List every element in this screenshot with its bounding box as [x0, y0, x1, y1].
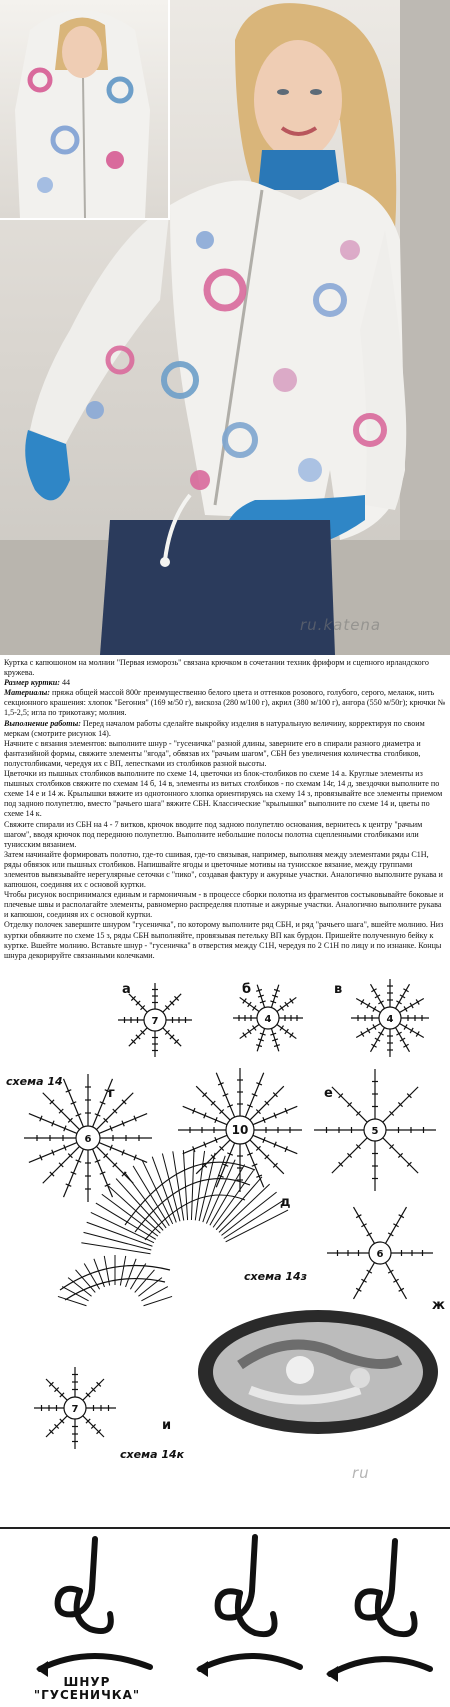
stitch-tick	[248, 1002, 252, 1007]
paragraph: Начните с вязания элементов: выполните шнур - "гусеничка" разной длины, заверните его в спирали разного диаметра и фантазийной формы, свяжите элементы "ягода", обвязав их "рачьим шагом", СБН без увеличения количества столбиков, полустолбиками, чередуя их с ВП, лепестками из столбиков разной высоты.	[4, 738, 421, 768]
product-photo	[0, 0, 450, 655]
motif-center-number: 6	[84, 1134, 92, 1145]
pattern-description	[4, 658, 446, 961]
chart-label: а	[122, 982, 131, 997]
stitch-tick	[183, 1150, 187, 1220]
chart-label: б	[242, 982, 252, 997]
chart-label: д	[280, 1195, 291, 1210]
stitch-tick	[290, 999, 294, 1004]
stitch-tick	[243, 1033, 247, 1038]
stitch-tick	[120, 1256, 125, 1286]
motif-center-number: 10	[231, 1123, 249, 1137]
stitch-tick	[84, 1232, 152, 1250]
scheme-caption: схема 14	[6, 1075, 63, 1088]
stitch-tick	[104, 1256, 109, 1286]
motif-center-number: 4	[264, 1014, 272, 1025]
stitch-tick	[162, 1154, 180, 1222]
cord-title-line: "ГУСЕНИЧКА"	[33, 1688, 141, 1702]
stitch-tick	[248, 1029, 252, 1034]
stitch-tick	[285, 1002, 289, 1007]
stitch-tick	[252, 1006, 256, 1011]
paragraph: Свяжите спирали из СБН на 4 - 7 витков, крючок вводите под задною полупетлю основания, вернитесь к центру "рачьим шагом", вводя крючок под переднюю полупетлю. Выполните небольшие полосы полотна сцепленными столбиками или тунисским вязанием.	[4, 819, 423, 849]
cord-title-line: ШНУР	[63, 1675, 111, 1689]
stitch-tick	[280, 1026, 284, 1031]
size-line	[4, 678, 446, 688]
materials-value: пряжа общей массой 800г преимущественно белого цвета и оттенков розового, голубого, серого, меланж, нить секционного крашения: хлопок "Бегония" (169 м/50 г), вискоза (280 м/100 г), акрил (380 м/100 г), ангора (550 м/50г); крючки № 1,5-2,5; игла по трикотажу; молния.	[4, 688, 446, 718]
fan-chart	[125, 1162, 255, 1240]
chart-label: е	[324, 1086, 333, 1101]
watermark: ru.katena	[300, 616, 382, 634]
size-value: 44	[62, 678, 71, 688]
crochet-charts-drawing	[0, 970, 450, 1520]
chart-label: и	[162, 1418, 172, 1433]
stitch-tick	[290, 1033, 294, 1038]
cord-title	[22, 1676, 152, 1702]
motif-center-number: 4	[386, 1014, 394, 1025]
crochet-charts	[0, 970, 450, 1520]
paragraph: Чтобы рисунок воспринимался единым и гармоничным - в процессе сборки полотна из фрагментов состыковывайте боковые и плечевые швы и располагайте элементы, равномерно распределяя плотные и ажурные участки. Аналогично выполните рукава и капюшон, соединяя их с основой куртки.	[4, 890, 444, 920]
stitch-tick	[285, 1029, 289, 1034]
work-value: Перед началом работы сделайте выкройку изделия в натуральную величину, корректируя по своим меркам (смотрите рисунок 14).	[4, 718, 425, 738]
paragraph: Цветочки из пышных столбиков выполните по схеме 14, цветочки из блок-столбиков по схеме 14 а. Круглые элементы из пышных столбиков свяжите по схемам 14 б, 14 в, элементы из витых столбиков - по схемам 14г, 14 д, звездочки выполните по схеме 14 е и 14 ж. Крылышки вяжите из однотонного хлопка ориентируясь на схему 14 з, провязывайте все элементы приемом под задною полупетлю, вместо "рачьего шага" вяжите СБН. Классические "крылышки" выполните по схеме 14 и, цветы по схеме 14 к.	[4, 769, 443, 819]
materials-label: Материалы:	[4, 688, 50, 698]
watermark: ru	[352, 1464, 370, 1482]
motif-center-number: 6	[376, 1249, 384, 1260]
stitch-tick	[81, 1243, 150, 1254]
intro-text: Куртка с капюшоном на молнии "Первая изморозь" связана крючком в сочетании техник фриформ и сцепного ирландского кружева.	[4, 658, 429, 678]
stitch-tick	[195, 1151, 204, 1220]
hooded-view-inset	[0, 0, 170, 220]
scheme-caption: схема 14к	[120, 1448, 185, 1461]
stitch-tick	[280, 1006, 284, 1011]
lace-sample-photo	[198, 1310, 438, 1434]
stitch-tick	[243, 999, 247, 1004]
stitch-tick	[138, 1278, 161, 1297]
motif-center-number: 7	[151, 1016, 159, 1027]
motif-center-number: 5	[371, 1126, 379, 1137]
chart-label: ж	[432, 1298, 445, 1313]
scheme-caption: схема 14з	[244, 1270, 308, 1283]
hooded-model-illustration	[0, 0, 168, 218]
work-label: Выполнение работы:	[4, 718, 81, 728]
chart-label: г	[108, 1086, 115, 1101]
materials-line	[4, 688, 446, 718]
paragraph: Затем начинайте формировать полотно, где-то сшивая, где-то связывая, например, выполняя между элементами ряды С1Н, ряды обвязок или пышных столбиков. Напишвайте ягоды и цветочные мотивы на тунисское вязание, между группами элементов вывязывайте нерегулярные сеточки с "пико", создавая фактуру и ажурные участки. Аналогично выполните рукава и капюшон, соединяя их с основой куртки.	[4, 849, 443, 890]
paragraph: Отделку полочек завершите шнуром "гусеничка", по которому выполните ряд СБН, и ряд "рачьего шага", вшейте молнию. Низ куртки обвяжите по схеме 15 з, ряды СБН выполняйте, провязывая петельку ВП как бурдон. Пришейте полученную бейку к куртке. Вшейте молнию. Вставьте шнур - "гусеничка" в отверстия между С1Н, чередуя по 2 С1Н по лицу и по изнанке. Концы шнура декорируйте связанными колечками.	[4, 920, 444, 960]
stitch-tick	[173, 1151, 184, 1220]
stitch-tick	[135, 1270, 155, 1293]
chart-label: в	[334, 982, 343, 997]
stitch-tick	[252, 1026, 256, 1031]
size-label: Размер куртки:	[4, 678, 60, 688]
work-line	[4, 719, 446, 739]
stitch-tick	[191, 1150, 194, 1220]
stitch-tick	[68, 1278, 91, 1297]
stitch-tick	[226, 1210, 288, 1242]
motif-center-number: 7	[71, 1404, 79, 1415]
